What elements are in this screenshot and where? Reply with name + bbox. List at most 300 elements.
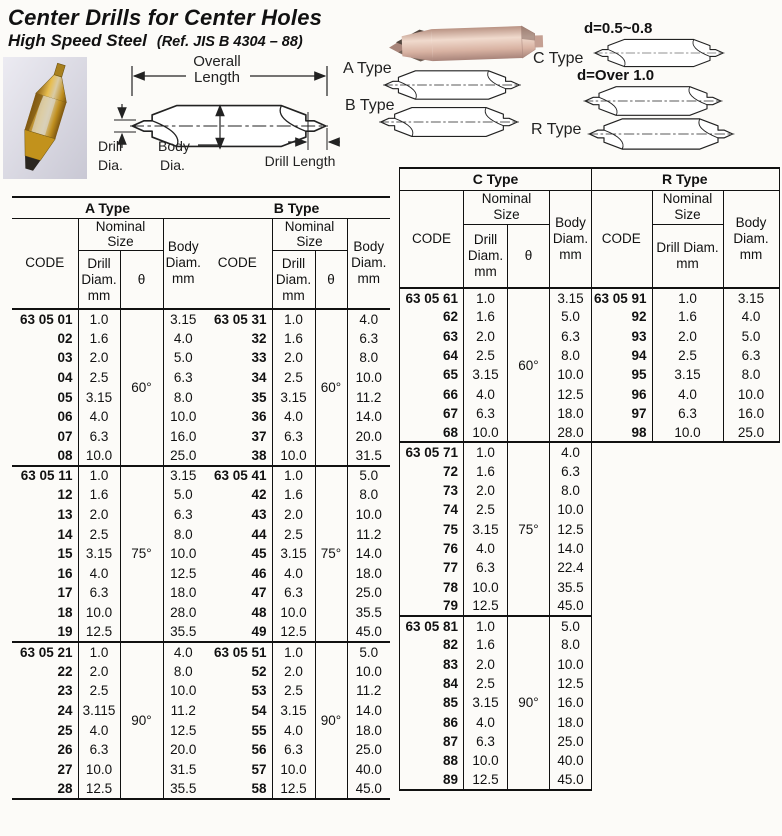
table-row (203, 309, 390, 329)
header-drill-diam: Drill Diam. mm (652, 224, 723, 288)
drill-diam-cell: 4.0 (272, 407, 315, 427)
drill-diam-cell: 2.0 (464, 327, 508, 346)
table-row (591, 365, 779, 384)
body-diam-cell: 18.0 (163, 583, 203, 603)
body-dia-label-2: Dia. (160, 157, 185, 173)
a-type-table-host (12, 196, 203, 800)
drill-diam-cell: 3.15 (272, 387, 315, 407)
table-row (591, 327, 779, 346)
code-cell: 72 (442, 463, 458, 479)
code-cell: 89 (442, 772, 458, 788)
table-row (591, 307, 779, 326)
body-diam-cell: 6.3 (347, 328, 390, 348)
table-row (591, 384, 779, 403)
drill-diam-cell: 3.15 (464, 693, 508, 712)
header-nominal-size: Nominal Size (78, 218, 163, 251)
drill-diam-cell: 2.0 (464, 481, 508, 500)
table-row (12, 466, 203, 486)
drill-diam-cell: 1.0 (464, 288, 508, 307)
code-cell: 07 (57, 428, 73, 444)
reference-note: (Ref. JIS B 4304 – 88) (156, 34, 303, 50)
body-diam-cell: 18.0 (550, 404, 592, 423)
drill-diam-cell: 4.0 (272, 564, 315, 584)
drill-diam-cell: 6.3 (78, 740, 120, 760)
drill-diam-cell: 2.0 (78, 662, 120, 682)
table-title: A Type (12, 197, 203, 218)
drill-diam-cell: 2.5 (464, 674, 508, 693)
code-cell: 93 (631, 328, 647, 344)
table-row (400, 674, 592, 693)
body-diam-cell: 5.0 (347, 466, 390, 486)
table-row (400, 404, 592, 423)
body-diam-cell: 10.0 (163, 407, 203, 427)
drill-diam-cell: 3.15 (652, 365, 723, 384)
drill-diam-cell: 2.5 (78, 524, 120, 544)
body-diam-cell: 10.0 (347, 662, 390, 682)
header-code: CODE (25, 255, 65, 271)
body-diam-cell: 8.0 (347, 485, 390, 505)
table-row (400, 307, 592, 326)
code-cell: 76 (442, 541, 458, 556)
code-cell: 94 (631, 348, 647, 364)
table-row (12, 485, 203, 505)
table-row (400, 365, 592, 384)
drill-diam-cell: 3.15 (464, 365, 508, 384)
body-diam-cell: 5.0 (163, 348, 203, 368)
drill-diam-cell: 6.3 (78, 426, 120, 446)
code-cell: 57 (251, 761, 267, 777)
drill-photo-gold (3, 57, 87, 179)
header-theta: θ (120, 251, 163, 309)
drill-diam-cell: 6.3 (464, 404, 508, 423)
body-diam-cell: 11.2 (347, 387, 390, 407)
code-cell: 38 (251, 447, 267, 463)
code-cell: 26 (57, 742, 73, 758)
code-cell: 49 (251, 624, 267, 640)
table-row (12, 309, 203, 329)
body-diam-cell: 16.0 (550, 693, 592, 712)
body-diam-cell: 25.0 (723, 423, 779, 442)
body-diam-cell: 18.0 (550, 713, 592, 732)
table-row (400, 520, 592, 539)
code-cell: 54 (251, 703, 267, 719)
table-row (591, 423, 779, 442)
b-type-table-host (203, 196, 390, 800)
code-cell: 78 (442, 579, 458, 595)
drill-diam-cell: 12.5 (78, 779, 120, 799)
code-cell: 25 (57, 722, 73, 738)
code-cell: 42 (251, 487, 267, 503)
code-cell: 22 (57, 663, 73, 679)
table-title: C Type (400, 168, 592, 190)
table-row (203, 544, 390, 564)
table-row (12, 426, 203, 446)
body-diam-cell: 45.0 (550, 597, 592, 616)
table-row (400, 751, 592, 770)
table-row (400, 732, 592, 751)
drill-diam-cell: 1.0 (78, 466, 120, 486)
table-row (400, 346, 592, 365)
title-block (8, 5, 322, 51)
drill-diam-cell: 4.0 (78, 407, 120, 427)
body-diam-cell: 8.0 (550, 346, 592, 365)
code-cell: 77 (442, 560, 458, 576)
body-diam-cell: 3.15 (550, 288, 592, 307)
table-row (12, 760, 203, 780)
drill-diam-cell: 2.5 (272, 681, 315, 701)
header-drill-diam: Drill Diam. mm (272, 251, 315, 309)
body-diam-cell: 31.5 (163, 760, 203, 780)
table-row (203, 642, 390, 662)
code-cell: 66 (442, 386, 458, 402)
drill-diam-cell: 1.0 (464, 616, 508, 635)
table-row (12, 368, 203, 388)
drill-diam-cell: 3.15 (272, 544, 315, 564)
drill-diam-cell: 3.115 (78, 701, 120, 721)
drill-dia-label-2: Dia. (98, 157, 123, 173)
drill-diam-cell: 12.5 (464, 770, 508, 789)
table-row (400, 558, 592, 577)
drill-diam-cell: 3.15 (272, 701, 315, 721)
body-diam-cell: 11.2 (347, 681, 390, 701)
body-diam-cell: 20.0 (163, 740, 203, 760)
body-diam-cell: 10.0 (550, 365, 592, 384)
c-type-table-host (399, 167, 592, 791)
drill-length-label: Drill Length (264, 153, 336, 169)
drill-diam-cell: 12.5 (464, 597, 508, 616)
code-cell: 84 (442, 676, 458, 692)
body-diam-cell: 4.0 (723, 307, 779, 326)
drill-diam-cell: 1.0 (464, 442, 508, 461)
body-diam-cell: 16.0 (723, 404, 779, 423)
body-diam-cell: 10.0 (163, 544, 203, 564)
drill-diam-cell: 4.0 (464, 539, 508, 558)
body-diam-cell: 4.0 (347, 309, 390, 329)
dimension-diagram (90, 50, 340, 184)
drill-diam-cell: 1.0 (652, 288, 723, 307)
body-diam-cell: 45.0 (347, 622, 390, 642)
table-row (12, 446, 203, 466)
code-cell: 23 (57, 683, 73, 699)
table-row (203, 446, 390, 466)
table-row (400, 713, 592, 732)
table-row (400, 288, 592, 307)
drill-diam-cell: 1.0 (78, 642, 120, 662)
table-row (12, 622, 203, 642)
drill-diam-cell: 1.6 (652, 307, 723, 326)
body-diam-cell: 8.0 (347, 348, 390, 368)
table-row (12, 544, 203, 564)
theta-cell: 90° (315, 642, 347, 799)
table-row (400, 635, 592, 654)
body-diam-cell: 8.0 (163, 524, 203, 544)
body-diam-cell: 35.5 (550, 577, 592, 596)
table-row (203, 662, 390, 682)
code-cell: 32 (251, 330, 267, 346)
table-title: B Type (203, 197, 390, 218)
table-row (400, 481, 592, 500)
drill-diam-cell: 2.0 (78, 505, 120, 525)
drill-diam-cell: 3.15 (78, 387, 120, 407)
code-cell: 83 (442, 656, 458, 672)
drill-diam-cell: 1.6 (464, 462, 508, 481)
body-diam-cell: 12.5 (550, 674, 592, 693)
body-diam-cell: 6.3 (550, 327, 592, 346)
code-cell: 03 (57, 350, 73, 366)
code-cell: 45 (251, 546, 267, 562)
header-drill-diam: Drill Diam. mm (78, 251, 120, 309)
body-diam-cell: 8.0 (723, 365, 779, 384)
table-c (399, 167, 592, 791)
body-diam-cell: 4.0 (163, 642, 203, 662)
code-cell: 12 (57, 487, 73, 503)
table-row (203, 524, 390, 544)
table-row (203, 779, 390, 799)
table-row (12, 328, 203, 348)
body-diam-cell: 25.0 (163, 446, 203, 466)
drill-diam-cell: 6.3 (78, 583, 120, 603)
table-row (400, 442, 592, 461)
table-row (400, 616, 592, 635)
code-cell: 74 (442, 502, 458, 518)
body-diam-cell: 3.15 (163, 309, 203, 329)
code-cell: 95 (631, 367, 647, 383)
header-theta: θ (508, 224, 550, 288)
code-cell: 58 (251, 780, 267, 796)
c-type-drawing-large (569, 83, 737, 119)
table-row (203, 622, 390, 642)
code-cell: 37 (251, 428, 267, 444)
code-cell: 36 (251, 409, 267, 425)
table-b (203, 196, 390, 800)
drill-diam-cell: 6.3 (464, 558, 508, 577)
header-body-diam: Body Diam. mm (347, 218, 390, 309)
table-title: R Type (591, 168, 779, 190)
header-code: CODE (601, 230, 641, 246)
drill-diam-cell: 2.5 (78, 368, 120, 388)
code-cell: 65 (442, 367, 458, 383)
table-row (203, 760, 390, 780)
code-cell: 92 (631, 309, 647, 325)
code-cell: 14 (57, 526, 73, 542)
table-row (203, 701, 390, 721)
body-diam-cell: 10.0 (550, 655, 592, 674)
theta-cell: 90° (120, 642, 163, 799)
body-diam-cell: 5.0 (163, 485, 203, 505)
body-diam-cell: 5.0 (347, 642, 390, 662)
code-cell: 35 (251, 389, 267, 405)
code-cell: 97 (631, 405, 647, 421)
drill-diam-cell: 2.5 (78, 681, 120, 701)
code-cell: 52 (251, 663, 267, 679)
table-row (203, 564, 390, 584)
code-cell: 18 (57, 605, 73, 621)
body-diam-cell: 11.2 (347, 524, 390, 544)
code-cell: 24 (57, 703, 73, 719)
table-row (591, 288, 779, 307)
code-cell: 15 (57, 546, 73, 562)
code-cell: 63 05 61 (400, 288, 464, 307)
code-cell: 63 05 11 (12, 466, 78, 486)
table-row (400, 655, 592, 674)
code-cell: 63 05 51 (203, 642, 272, 662)
table-row (400, 384, 592, 403)
code-cell: 46 (251, 565, 267, 581)
drill-diam-cell: 2.0 (652, 327, 723, 346)
code-cell: 62 (442, 309, 458, 325)
drill-diam-cell: 10.0 (78, 446, 120, 466)
table-row (12, 348, 203, 368)
body-diam-cell: 3.15 (723, 288, 779, 307)
b-type-label: B Type (345, 97, 395, 114)
table-row (12, 407, 203, 427)
body-diam-cell: 5.0 (550, 307, 592, 326)
drill-diam-cell: 1.0 (78, 309, 120, 329)
theta-cell: 75° (120, 466, 163, 642)
header-nominal-size: Nominal Size (464, 190, 550, 224)
body-diam-cell: 8.0 (163, 662, 203, 682)
body-diam-cell: 31.5 (347, 446, 390, 466)
table-row (12, 740, 203, 760)
body-diam-cell: 35.5 (163, 779, 203, 799)
table-row (12, 701, 203, 721)
table-row (400, 327, 592, 346)
drill-diam-cell: 10.0 (272, 446, 315, 466)
body-diam-cell: 14.0 (550, 539, 592, 558)
body-diam-cell: 6.3 (550, 462, 592, 481)
drill-diam-cell: 6.3 (272, 740, 315, 760)
code-cell: 33 (251, 350, 267, 366)
body-diam-cell: 6.3 (163, 505, 203, 525)
drill-diam-cell: 10.0 (272, 760, 315, 780)
code-cell: 06 (57, 409, 73, 425)
body-diam-cell: 10.0 (723, 384, 779, 403)
table-row (400, 770, 592, 789)
drill-diam-cell: 2.5 (272, 524, 315, 544)
header-drill-diam: Drill Diam. mm (464, 224, 508, 288)
code-cell: 02 (57, 330, 73, 346)
theta-cell: 60° (120, 309, 163, 466)
drill-diam-cell: 10.0 (464, 577, 508, 596)
body-diam-cell: 5.0 (723, 327, 779, 346)
drill-diam-cell: 1.6 (272, 485, 315, 505)
drill-dia-label-1: Drill (98, 138, 123, 154)
drill-diam-cell: 10.0 (464, 751, 508, 770)
drill-diam-cell: 2.5 (464, 346, 508, 365)
body-diam-cell: 22.4 (550, 558, 592, 577)
body-diam-cell: 10.0 (347, 505, 390, 525)
table-row (400, 577, 592, 596)
drill-diam-cell: 2.5 (464, 500, 508, 519)
table-row (400, 597, 592, 616)
table-row (12, 583, 203, 603)
a-type-label: A Type (343, 60, 392, 77)
body-diam-cell: 35.5 (163, 622, 203, 642)
table-row (400, 693, 592, 712)
table-row (12, 720, 203, 740)
table-row (400, 462, 592, 481)
theta-cell: 60° (315, 309, 347, 466)
body-diam-cell: 20.0 (347, 426, 390, 446)
code-cell: 75 (442, 521, 458, 537)
drill-diam-cell: 10.0 (464, 423, 508, 442)
code-cell: 47 (251, 585, 267, 601)
table-row (203, 407, 390, 427)
table-row (12, 779, 203, 799)
a-type-drawing (383, 66, 521, 104)
table-row (203, 368, 390, 388)
code-cell: 87 (442, 733, 458, 749)
header-code: CODE (217, 255, 257, 271)
drill-diam-cell: 2.5 (272, 368, 315, 388)
header-code: CODE (411, 230, 451, 246)
body-diam-cell: 25.0 (550, 732, 592, 751)
code-cell: 17 (57, 585, 73, 601)
code-cell: 73 (442, 483, 458, 499)
body-diam-cell: 45.0 (550, 770, 592, 789)
body-diam-cell: 10.0 (347, 368, 390, 388)
code-cell: 05 (57, 389, 73, 405)
table-row (12, 505, 203, 525)
body-diam-cell: 5.0 (550, 616, 592, 635)
body-diam-cell: 40.0 (550, 751, 592, 770)
code-cell: 82 (442, 637, 458, 653)
drill-diam-cell: 4.0 (272, 720, 315, 740)
c-type-label: C Type (533, 50, 584, 67)
drill-diam-cell: 12.5 (272, 779, 315, 799)
drill-diam-cell: 10.0 (78, 603, 120, 623)
header-body-diam: Body Diam. mm (550, 190, 592, 288)
body-diam-cell: 4.0 (163, 328, 203, 348)
c-type-drawing-small (584, 36, 734, 70)
header-body-diam: Body Diam. mm (163, 218, 203, 309)
r-type-drawing (583, 115, 739, 153)
body-diam-cell: 28.0 (163, 603, 203, 623)
body-diam-cell: 6.3 (163, 368, 203, 388)
table-a (12, 196, 203, 800)
code-cell: 68 (442, 424, 458, 440)
code-cell: 96 (631, 386, 647, 402)
page-title: Center Drills for Center Holes (8, 5, 323, 30)
drill-photo-pink (386, 21, 544, 67)
body-diam-cell: 10.0 (163, 681, 203, 701)
table-row (591, 404, 779, 423)
drill-diam-cell: 1.6 (464, 307, 508, 326)
code-cell: 48 (251, 605, 267, 621)
b-type-drawing (379, 103, 519, 141)
code-cell: 27 (57, 761, 73, 777)
table-row (203, 387, 390, 407)
body-diam-cell: 12.5 (550, 384, 592, 403)
theta-cell: 90° (508, 616, 550, 790)
header-nominal-size: Nominal Size (272, 218, 347, 251)
body-diam-cell: 8.0 (163, 387, 203, 407)
subtitle: High Speed Steel (8, 31, 147, 50)
c-large-note: d=Over 1.0 (577, 67, 655, 84)
code-cell: 98 (631, 424, 647, 440)
body-diam-cell: 25.0 (347, 583, 390, 603)
drill-diam-cell: 4.0 (78, 720, 120, 740)
drill-diam-cell: 2.0 (464, 655, 508, 674)
drill-diam-cell: 6.3 (272, 583, 315, 603)
code-cell: 85 (442, 695, 458, 711)
header-nominal-size: Nominal Size (652, 190, 723, 224)
body-diam-cell: 14.0 (347, 407, 390, 427)
table-row (591, 346, 779, 365)
drill-diam-cell: 6.3 (464, 732, 508, 751)
code-cell: 67 (442, 405, 458, 421)
drill-diam-cell: 1.0 (272, 466, 315, 486)
